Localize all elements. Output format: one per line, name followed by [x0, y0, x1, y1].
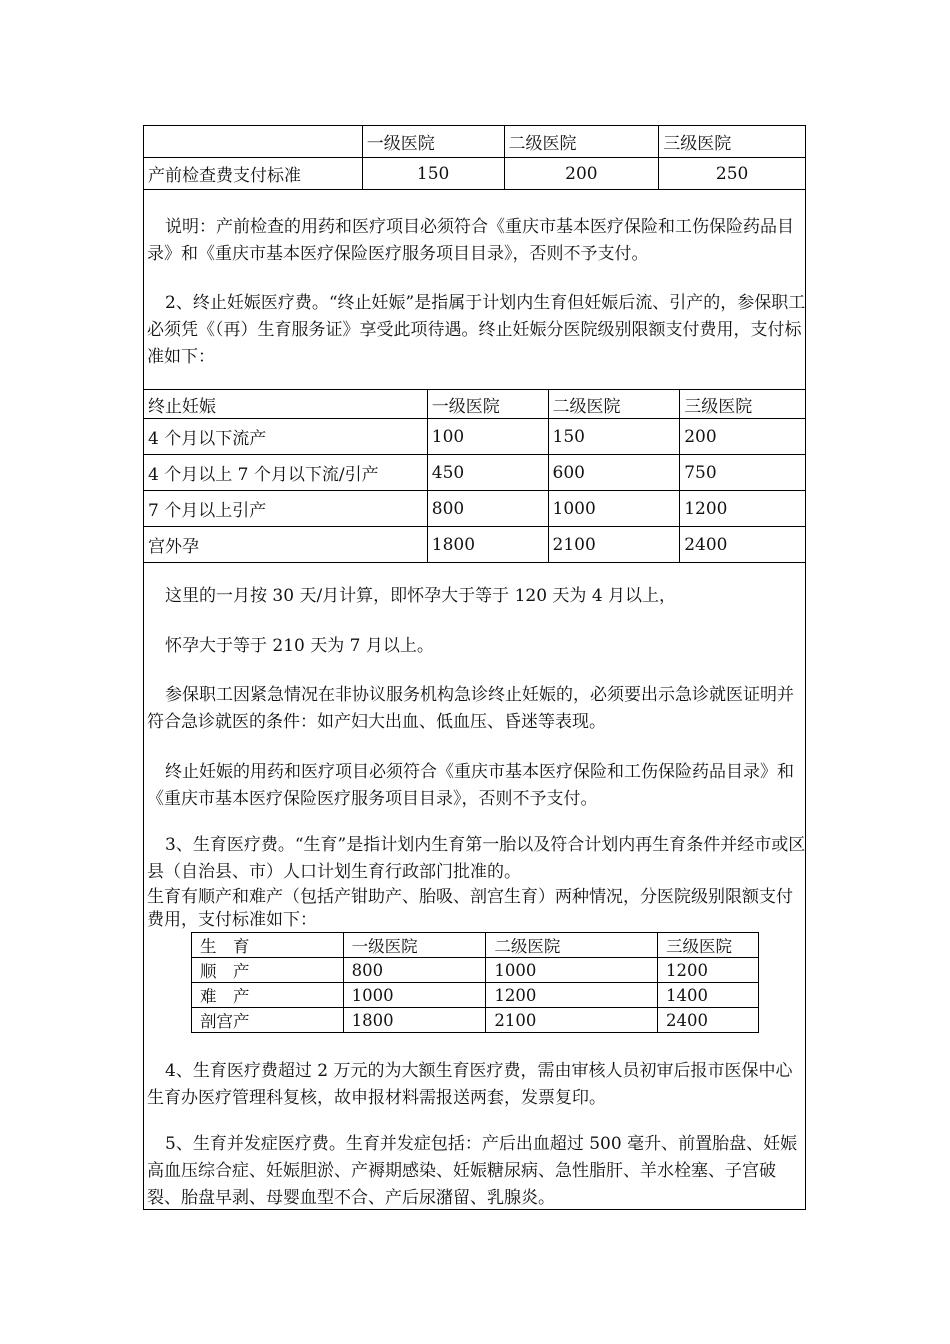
- table-cell: 7 个月以上引产: [144, 491, 428, 527]
- table-cell: 4 个月以上 7 个月以下流/引产: [144, 455, 428, 491]
- table-cell: 100: [427, 419, 548, 455]
- delivery-fee-table: [191, 932, 759, 1033]
- table-header-row: [192, 933, 759, 958]
- section-4-paragraph: 4、生育医疗费超过 2 万元的为大额生育医疗费，需由审核人员初审后报市医保中心生育办医疗管理科复核，故申报材料需报送两套，发票复印。: [147, 1061, 793, 1108]
- table-cell: 150: [362, 158, 504, 190]
- table-row: [192, 983, 759, 1008]
- table-cell: 450: [427, 455, 548, 491]
- table-cell: 150: [548, 419, 680, 455]
- table-cell: 产前检查费支付标准: [144, 158, 363, 190]
- table-cell: 终止妊娠: [144, 390, 428, 419]
- table-cell: 750: [680, 455, 806, 491]
- table-row: [144, 419, 806, 455]
- table-cell: 二级医院: [486, 933, 658, 958]
- table-cell: 1200: [658, 958, 759, 983]
- table-cell: 二级医院: [548, 390, 680, 419]
- table-cell: 宫外孕: [144, 527, 428, 563]
- table-cell: 1800: [427, 527, 548, 563]
- table-row: [192, 958, 759, 983]
- table-cell: 三级医院: [658, 933, 759, 958]
- table-cell: 1200: [486, 983, 658, 1008]
- table-cell: 1400: [658, 983, 759, 1008]
- prenatal-fee-table: [143, 125, 806, 190]
- table-cell: 三级医院: [659, 126, 806, 158]
- document-frame: [143, 125, 806, 1210]
- table-cell: 三级医院: [680, 390, 806, 419]
- section-5-paragraph: 5、生育并发症医疗费。生育并发症包括：产后出血超过 500 毫升、前置胎盘、妊娠高血压综合症、妊娠胆淤、产褥期感染、妊娠糖尿病、急性脂肝、羊水栓塞、子宫破裂、胎盘早剥、母婴血型不合、产后尿潴留、乳腺炎。: [147, 1134, 798, 1208]
- table-row: [144, 527, 806, 563]
- termination-fee-table: [143, 389, 806, 563]
- table-cell: 顺 产: [192, 958, 344, 983]
- table-cell: 1000: [486, 958, 658, 983]
- table-cell: 800: [343, 958, 486, 983]
- emergency-note: 参保职工因紧急情况在非协议服务机构急诊终止妊娠的，必须要出示急诊就医证明并符合急诊就医的条件：如产妇大出血、低血压、昏迷等表现。: [147, 685, 794, 732]
- table-cell: 2400: [680, 527, 806, 563]
- table-cell: 200: [504, 158, 659, 190]
- table-cell: 剖宫产: [192, 1008, 344, 1033]
- table-cell: 一级医院: [427, 390, 548, 419]
- table-cell: 2100: [548, 527, 680, 563]
- prenatal-note: 说明：产前检查的用药和医疗项目必须符合《重庆市基本医疗保险和工伤保险药品目录》和《重庆市基本医疗保险医疗服务项目目录》，否则不予支付。: [147, 217, 794, 264]
- section-3-delivery-types: 生育有顺产和难产（包括产钳助产、胎吸、剖宫生育）两种情况，分医院级别限额支付费用，支付标准如下：: [147, 887, 793, 930]
- table-cell: 250: [659, 158, 806, 190]
- table-row: [144, 491, 806, 527]
- table-cell: 二级医院: [504, 126, 659, 158]
- table-cell: 1000: [343, 983, 486, 1008]
- table-header-row: [144, 126, 806, 158]
- table-header-row: [144, 390, 806, 419]
- table-cell: 2100: [486, 1008, 658, 1033]
- table-cell: 2400: [658, 1008, 759, 1033]
- month-calculation-note-2: 怀孕大于等于 210 天为 7 月以上。: [165, 636, 434, 656]
- table-cell: 生 育: [192, 933, 344, 958]
- table-cell: 一级医院: [343, 933, 486, 958]
- table-cell: 4 个月以下流产: [144, 419, 428, 455]
- table-cell: [144, 126, 363, 158]
- table-row: [144, 158, 806, 190]
- table-row: [192, 1008, 759, 1033]
- table-cell: 1800: [343, 1008, 486, 1033]
- table-cell: 200: [680, 419, 806, 455]
- table-cell: 1200: [680, 491, 806, 527]
- termination-catalog-note: 终止妊娠的用药和医疗项目必须符合《重庆市基本医疗保险和工伤保险药品目录》和《重庆市基本医疗保险医疗服务项目目录》，否则不予支付。: [147, 762, 794, 809]
- table-cell: 难 产: [192, 983, 344, 1008]
- table-row: [144, 455, 806, 491]
- table-cell: 800: [427, 491, 548, 527]
- section-2-paragraph: 2、终止妊娠医疗费。“终止妊娠”是指属于计划内生育但妊娠后流、引产的，参保职工必须凭《（再）生育服务证》享受此项待遇。终止妊娠分医院级别限额支付费用，支付标准如下：: [147, 293, 806, 367]
- month-calculation-note: 这里的一月按 30 天/月计算，即怀孕大于等于 120 天为 4 月以上，: [165, 586, 677, 606]
- section-3-paragraph: 3、生育医疗费。“生育”是指计划内生育第一胎以及符合计划内再生育条件并经市或区县（自治县、市）人口计划生育行政部门批准的。: [147, 835, 806, 882]
- table-cell: 1000: [548, 491, 680, 527]
- table-cell: 600: [548, 455, 680, 491]
- table-cell: 一级医院: [362, 126, 504, 158]
